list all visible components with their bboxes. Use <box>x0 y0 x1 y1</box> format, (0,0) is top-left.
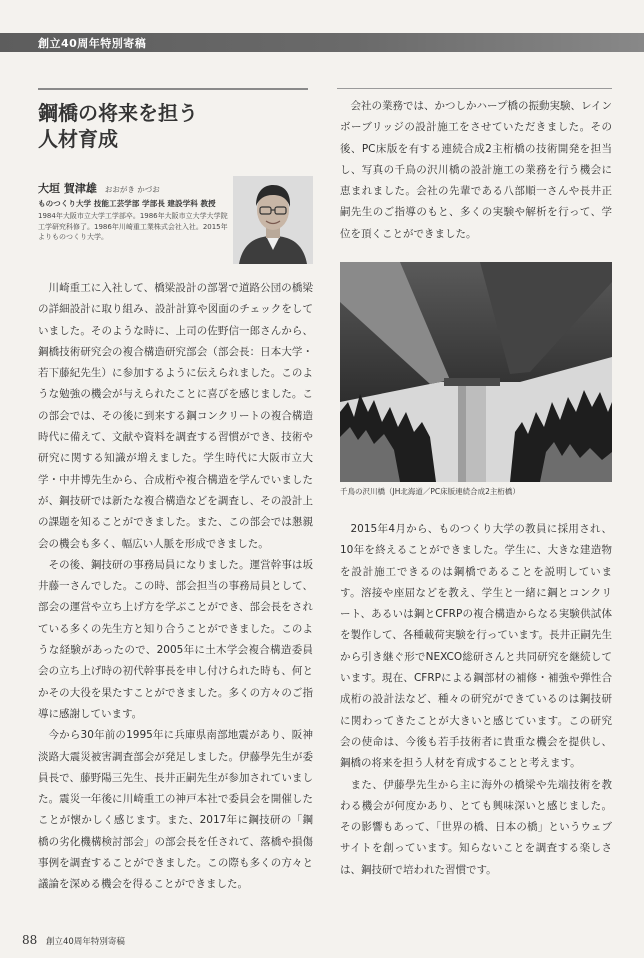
author-affiliation: ものつくり大学 技能工芸学部 学部長 建設学科 教授 <box>38 199 216 208</box>
portrait-illustration <box>233 176 313 264</box>
paragraph: その後、鋼技研の事務局員になりました。運営幹事は坂井藤一さんでした。この時、部会担当の事務局員として、部会の運営や立ち上げ方を学ぶことができ、部会長をされている多くの先生方と知り合うことができました。このような経験があったので、2005年に土木学会複合構造委員会の立ち上げ時の初代幹事長を申し付けられた時も、何とかその大役を果たすことができました。多くの方々のご指導に感謝しています。 <box>38 558 313 720</box>
article-title <box>38 100 238 152</box>
article-title-line2: 人材育成 <box>38 127 118 151</box>
author-line <box>38 180 160 196</box>
footer-title: 創立40周年特別寄稿 <box>46 937 125 947</box>
photo-caption: 千鳥の沢川橋（JH北海道／PC床版連続合成2主桁橋） <box>340 487 520 496</box>
bridge-photo-illustration <box>340 262 612 482</box>
author-portrait <box>233 176 313 264</box>
author-name: 大垣 賀津雄 <box>38 182 97 195</box>
title-rule-right <box>337 88 612 89</box>
header-title: 創立40周年特別寄稿 <box>38 37 147 50</box>
article-title-line1: 鋼橋の将来を担う <box>38 101 198 125</box>
paragraph: 今から30年前の1995年に兵庫県南部地震があり、阪神淡路大震災被害調査部会が発足しました。伊藤學先生が委員長で、藤野陽三先生、長井正嗣先生が参加されていました。震災一年後に川崎重工の神戸本社で委員会を開催したことが懐かしく感じます。また、2017年に鋼技研の「鋼橋の劣化機構検討部会」の部会長を任されて、落橋や損傷事例を調査することができました。この際も多くの方々と議論を深める機会を得ることができました。 <box>38 729 313 891</box>
paragraph: 川崎重工に入社して、橋梁設計の部署で道路公団の橋梁の詳細設計に取り組み、設計計算や図面のチェックをしていました。そのような時に、上司の佐野信一郎さんから、鋼橋技術研究会の複合構造研究部会（部会長：日本大学・若下藤紀先生）に参加するように伝えられました。このような勉強の機会が与えられたことに喜びを感じました。この部会では、その後に到来する鋼コンクリートの複合構造時代に備えて、文献や資料を調査する習慣ができ、技術や研究に関する知識が増えました。学生時代に大阪市立大学・中井博先生から、合成桁や複合構造を学んでいましたが、鋼技研では新たな複合構造などを調査し、その設計上の課題を知ることができました。また、この部会では懇親会の機会も多く、幅広い人脈を形成できました。 <box>38 282 313 550</box>
paragraph: また、伊藤學先生から主に海外の橋梁や先端技術を教わる機会が何度かあり、とても興味深いと感じました。その影響もあって、「世界の橋、日本の橋」というウェブサイトを創っています。知らないことを調査する楽しさは、鋼技研で培われた習慣です。 <box>340 778 612 876</box>
left-column <box>38 278 313 896</box>
paragraph: 2015年4月から、ものつくり大学の教員に採用され、10年を終えることができました。学生に、大きな建造物を設計施工できるのは鋼橋であることを説明しています。溶接や座屈などを教え、学生と一緒に鋼とコンクリート、あるいは鋼とCFRPの複合構造からなる実験供試体を製作して、各種載荷実験を行っています。長井正嗣先生から引き継ぐ形でNEXCO総研さんと共同研究を継続しています。現在、CFRPによる鋼部材の補修・補強や弾性合成桁の設計法など、種々の研究ができているのは鋼技研に関わってきたことが大きいと感じています。この研究会の使命は、今後も若手技術者に貴重な機会を提供し、鋼橋の将来を担う人材を育成することと考えます。 <box>340 523 612 770</box>
page-number: 88 <box>22 933 38 947</box>
title-rule-left <box>38 88 308 90</box>
header-band <box>0 33 644 52</box>
author-kana: おおがき かづお <box>104 185 160 194</box>
right-column-bottom <box>340 519 612 881</box>
paragraph: 会社の業務では、かつしかハープ橋の振動実験、レインボーブリッジの設計施工をさせていただきました。その後、PC床版を有する連続合成2主桁橋の技術開発を担当し、写真の千鳥の沢川橋の設計施工の業務を行う機会に恵まれました。会社の先輩である八部順一さんや長井正嗣先生のご指導のもと、多くの実験や解析を行って、学位を頂くことができました。 <box>340 100 612 240</box>
right-column-top <box>340 96 612 245</box>
author-bio: 1984年大阪市立大学工学部卒。1986年大阪市立大学大学院工学研究科修了。1986年川崎重工業株式会社入社。2015年よりものつくり大学。 <box>38 212 228 241</box>
bridge-photo <box>340 262 612 482</box>
